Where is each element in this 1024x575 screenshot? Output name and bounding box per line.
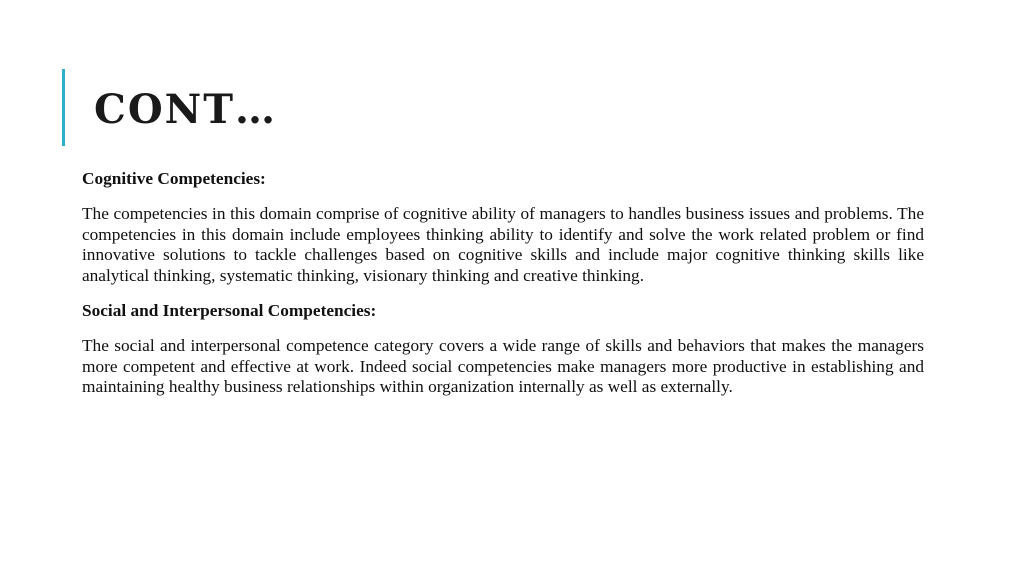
section-heading-cognitive: Cognitive Competencies: <box>82 169 266 188</box>
section-heading-social: Social and Interpersonal Competencies: <box>82 300 377 320</box>
slide-title: CONT… <box>94 86 278 133</box>
slide-content <box>82 169 924 412</box>
section-body-social: The social and interpersonal competence category covers a wide range of skills and behaviors that makes the managers more competent and effective at work. Indeed social competencies make managers more productive in establishing and maintaining healthy business relationships within organization internally as well as externally. <box>82 335 924 397</box>
section-body-cognitive: The competencies in this domain comprise of cognitive ability of managers to handles business issues and problems. The competencies in this domain include employees thinking ability to identify and solve the work related problem or find innovative solutions to tackle challenges based on cognitive skills and include major cognitive thinking skills like analytical thinking, systematic thinking, visionary thinking and creative thinking. <box>82 203 924 286</box>
title-accent-bar <box>62 69 65 146</box>
